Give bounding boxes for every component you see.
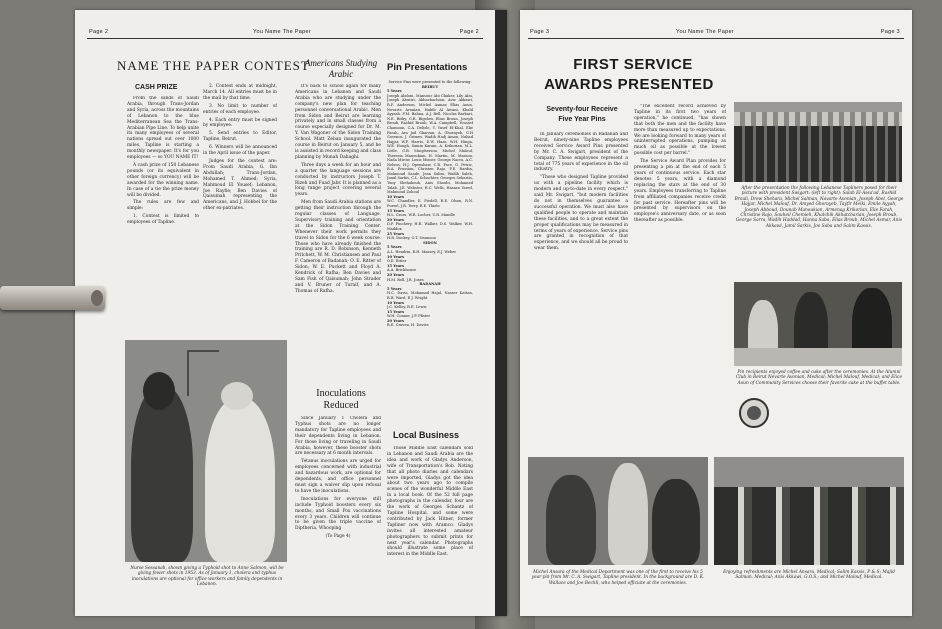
- pin-handover-photo: [528, 457, 708, 565]
- header-rule: [87, 38, 483, 39]
- awards-subhead-line1: Seventy-four Receive: [546, 106, 618, 113]
- pin-y20: 20 Years: [387, 217, 405, 222]
- refreshments-caption: Enjoying refreshments are Michel Ansara, Medical; Salim Kassis, P & S; Majid Salman, Medical; Anis Akkawi, G.O.S.; and Michel Malouf, Medical.: [723, 570, 895, 581]
- pin-presentations-title: Pin Presentations: [387, 62, 468, 73]
- pin-badanah: BADANAH: [419, 282, 441, 287]
- local-text: Those Middle East calendars sold in Lebanon and Saudi Arabia are the idea and work of Gladys Anderson, wife of Transportation's Bob. Noting that all photo diaries and calendars were imported, Gladys got the idea about two years ago to compile scenes of the wonderful Middle East in a local book. Of the 52 full page photographs in the calendar, four are the work of Georges Schantz of Tapline Hospital, and some were contributed by Jack Hitner, former Tapliner now with Aramco. Gladys invites all interested amateur photographers to submit prints for next year's calendar. Photographs should illustrate some place of interest in the Middle East.: [387, 446, 473, 558]
- pin-y10-names: W.C. Chandler, E. Fiedell, R.E. Olson, R.N. Pursel, J.R. Terry, R.E. Thielo: [387, 199, 473, 209]
- prize-text: A cash prize of 150 Lebanese pounds (or its equivalent in other foreign currency) will be awarded for the winning name. In case of a tie the prize money will be divided.: [127, 162, 199, 198]
- nurse-photo-caption: Nurse Sessanah, shown giving a Typhoid shot to Anne Salmon, will be giving fewer shots in 1953. As of January 1, cholera and typhus inoculations are optional for office workers and family dependents in Lebanon.: [130, 566, 284, 588]
- right-page: [520, 10, 912, 616]
- right-page-running-title: You Name The Paper: [676, 29, 734, 35]
- group-photo-caption: After the presentation the following Lebanese Tapliners posed for their picture with president Swigart: (left to right): Salah El-Assa'ad, Rashid Brouli, Drew Shehara, Michel Salman, Navarte Avonian, Joseph Abel, George Hajjar, Michel Malouf, Dr. Amyed Ghorayeb, Tayfir Melki, Emile Ayyah, Joseph Abboud, Dounab Manoukian, Armenag Krikorian, Elie Farah, Christine Rajo, Souheil Chemieh, Khatchik Akhatcharian, Joseph Broub, George Sarra, Wadih Haddad, Hanna Saba, Elias Broub, Michel Asmar, Anis Akkawi, Jamil Sarkis, Joe Saba and Salim Kassis.: [734, 186, 904, 229]
- awards-column-2: [634, 104, 726, 384]
- awards-title-line1: FIRST SERVICE: [573, 56, 693, 73]
- group-figures: [734, 120, 902, 182]
- pin-sidon: SIDON: [423, 240, 437, 245]
- inoculations-title: Inoculations Reduced: [316, 388, 366, 411]
- awards-body-2: "Those who designed Tapline provided us with a pipeline facility which is modern and up-to-date in every respect," said Mr. Swigart, "but modern facilities do not in themselves guarantee a successful operation. We must also have qualified people to operate and maintain these facilities, and to a great extent the proper qualifications may be measured in terms of years of experience. Service pins are granted in recognition of that experience, and we should all be proud to wear them.: [534, 175, 628, 252]
- pin-s20: 20 Years: [387, 272, 405, 277]
- inoc-text-3: Inoculations for everyone still include Typhoid boosters every six months, and Small Pox vaccinations every 3 years. Children will continue to be given the triple vaccine of Diptheria, Whooping: [295, 496, 381, 532]
- left-page-number-right: Page 2: [459, 29, 479, 35]
- arabic-text-2: Three days a week for an hour and a quarter the language sessions are conducted by instructors Joseph T. Rizeh and Fuad Jabr. It is planned as a long range project covering several years.: [295, 162, 381, 198]
- pin-s15: 15 Years: [387, 263, 405, 268]
- left-page: [75, 10, 507, 616]
- pin-s20-names: H.M. Bell, J.R. Jones: [387, 277, 424, 282]
- handover-figure-3: [652, 479, 700, 565]
- pin-y15: 15 Years: [387, 208, 405, 213]
- rule-6: 6. Winners will be announced in the April issue of the paper.: [203, 145, 277, 157]
- refreshments-photo: [714, 457, 904, 565]
- awards-title-line2: AWARDS PRESENTED: [544, 76, 714, 93]
- patient-head: [143, 372, 175, 410]
- awards-subhead-line2: Five Year Pins: [558, 116, 606, 123]
- nurse-head: [221, 382, 253, 410]
- rule-2: 2. Contest ends at midnight, March 14. All entries must be in the mail by that time.: [203, 84, 277, 101]
- rule-5: 5. Send entries to Editor, Tapline, Beirut.: [203, 131, 277, 143]
- left-page-running-title: You Name The Paper: [253, 29, 311, 35]
- handover-figure-2: [608, 463, 648, 565]
- right-page-number: Page 3: [880, 29, 900, 35]
- pin-s15-names: A.A. Brickhouse: [387, 268, 417, 273]
- contest-column-2: [203, 82, 277, 292]
- contest-title: NAME THE PAPER CONTEST: [117, 58, 310, 73]
- buffet-photo-caption: Pin recipients enjoyed coffee and cake after the ceremonies. At the Alumni Club in Beirut Nevarte Avonian, Medical; Michel Malouf, Medical; and Elice Aoun of Community Services choose their favorite cake at the buffet table.: [736, 370, 902, 386]
- contest-column-1: [127, 96, 199, 296]
- pin-y20-names: D.P. Finchery, H.R. Walker, D.S. Walker, W.H. Maddox: [387, 222, 473, 231]
- inoculations-article: [295, 416, 381, 596]
- pin-y5: 5 Years: [387, 89, 402, 94]
- tapline-seal-emblem: [739, 398, 769, 428]
- arabic-title: Americans Studying Arabic: [304, 58, 378, 79]
- medical-stand: [187, 350, 219, 396]
- pin-b20-names: B.E. Craven, H. Davies: [387, 323, 429, 328]
- pin-b15-names: W.H. Conner, J.P. Pfister: [387, 314, 431, 319]
- pin-b15: 15 Years: [387, 309, 405, 314]
- pin-b5-names: H.C. Davis, Mohamad Hajal, Nasser Kattan, R.B. Ward, E.J. Wright: [387, 291, 473, 300]
- pin-s10-names: O.E. Ritter: [387, 259, 407, 264]
- pin-intro: Service Pins were presented to the following:: [388, 80, 472, 84]
- local-business-title: Local Business: [393, 430, 460, 440]
- group-faces: [734, 112, 902, 126]
- refreshments-figures: [714, 487, 904, 565]
- pin-y25-names: H.R. Dockey, O.T. Swanson: [387, 236, 436, 241]
- arabic-text-1: It's back to school again for many Americans in Lebanon and Saudi Arabia who are studying under the company's new plan for teaching personnel conversational Arabic. Men from Sidon and Beirut are learning privately and in small classes from a course especially designed for Dr. M. Y. Van Wagoner of the Sidon Training School. Matt Zeban inaugurated the course in Beirut on January 5, and he is assisted in record keeping and class planning by Munah Dahaghi.: [295, 84, 381, 160]
- handover-figure-1: [546, 475, 596, 565]
- pin-y25: 25 Years: [387, 231, 405, 236]
- pin-b20: 20 Years: [387, 318, 405, 323]
- inoc-text-2: Tetanus inoculations are urged for employees concerned with industrial and hazardous work, are optional for dependents, and office personnel must sign a waiver slip upon refusal to have the inoculations.: [295, 459, 381, 494]
- left-page-number: Page 2: [89, 29, 109, 35]
- pin-b10-names: J.C. Kelley, R.E. Lewis: [387, 305, 427, 310]
- pin-s10: 10 Years: [387, 254, 405, 259]
- inoc-text-1: Since January 1 Cholera and Typhus shots are no longer mandatory for Tapline employees and their dependents living in Lebanon. For those living or traveling in Saudi Arabia, however, these booster shots are necessary at 6 month intervals.: [295, 416, 381, 457]
- pin-b10: 10 Years: [387, 300, 405, 305]
- arabic-article: [295, 84, 381, 344]
- nurse-figure: [205, 398, 275, 562]
- cash-prize-heading: CASH PRIZE: [135, 84, 178, 91]
- rule-3: 3. No limit to number of entries of each employee.: [203, 103, 277, 115]
- pin-s5: 5 Years: [387, 245, 402, 250]
- pin-beirut: BEIRUT: [421, 84, 439, 89]
- binder-clip: [0, 286, 105, 310]
- header-rule-right: [528, 38, 904, 39]
- local-business-article: [387, 446, 473, 606]
- inoc-continued: (To Page 4): [325, 534, 351, 540]
- awards-body-1: In January ceremonies in Badanah and Beirut, ninety-nine Tapline employees received Service Award Pins presented by Mr. C. A. Swigart, president of the Company. These employees represent a total of 775 years of experience in the oil industry.: [534, 132, 628, 173]
- nurse-photo: [125, 340, 287, 562]
- rule-1: 1. Contest is limited to employees of Tapline.: [127, 214, 199, 226]
- rule-4: 4. Each entry must be signed by employee.: [203, 117, 277, 129]
- pin-y15-names: H.L. Cross, W.R. Locher, U.R. Mandle: [387, 213, 455, 218]
- awards-column-1: [534, 132, 628, 422]
- buffet-photo: [734, 282, 902, 366]
- pin-handover-caption: Michel Ansara of the Medical Department was one of the first to receive his 5 year pin from Mr. C. A. Swigart, Tapline president. In the background are D. K. Wallace and Joe Bechli, who helped officiate at the ceremonies.: [531, 570, 705, 586]
- buffet-table: [734, 348, 902, 366]
- group-photo: [734, 102, 902, 182]
- rules-intro: The rules are few and simple:: [127, 200, 199, 212]
- pin-y5-names: Joseph Abdoni, Mansour Abi Chaker, Lily Abu, Joseph Abutiri, Akhachachian, Avie Akkawi, R.F. Anderson, Michel Asmar, Elias Aoun, Nevarte Avonian, Habib Al Awani, Khalil Ayyash, F.M. Bahna, A.J. Bell, Nicolas Barbari, N.E. Bitby, G.R. Bigelow, Elias Broun, Joseph Broub, Rashid Brouli, W.A. Campbell, Youssef Chamoun, C.A. Delisle, Y. Yusef El-Khal, Elie Farah, Ara Jad Gharzan, A. Ghorayeb, G.H Gosenos, J. Grimes, Wadih Hadj Aman, Nuhad Hajjar, W.F. Harris, D.W. Haas, W.H. Hinga, W.E. Hough, Samia Karam, A. Krikorian, M.L. Little, G.B. Macpherson, Michel Malouf, Theresia Manoukian, H. Martin, M. Masson, Nada Mirow, Louis Misner, George Nacra, A.C. Nelson, H.J. Openshaw, C.R. Pace, G. Petric, R.A. Prussian, Christen Rajo, F.E. Rardin, Mahmoud Saade, Jean Salim, Wadih Saleh, Jamil Sarkis, C.L. Schachter, Georges Sebastis, Tony Shehaboub, Anis Shoubi, Mohamed Talab, J.E. Webster, H.C. Wells, Hassan Yared, Mahmoud Zohoul: [387, 93, 473, 195]
- patient-figure: [131, 386, 193, 562]
- pin-b5: 5 Years: [387, 286, 402, 291]
- pin-s5-names: A.L. Hendrix, R.H. Massey, E.J. Weber: [387, 249, 457, 254]
- arabic-text-3: Men from Saudi Arabia stations are getting their instruction through the regular classes of Language. Supervisory training and orientation at the Sidon Training Center. Whenever their work permits they travel to Sidon for the 6 week course. Those who have already finished the training are R. D. Robinson, Kenneth Pritchett, W. M. Christiansen and Paul F. Cameron of Badanah; O. E. Ritter of Sidon; W. E. Puckett and Floyd A. Kendrick of Rafha; Ben Davies and Sam Fish of Qaisumah; John Strader and V. Bruner of Turaif, and A. Thomas of Rafha.: [295, 200, 381, 294]
- awards-body-4: The Service Award Plan provides for presenting a pin at the end of each 5 years of continuous service. Each star denotes 5 years, with a diamond replacing the stars at the end of 30 years. Employees transferring to Tapline from affiliated companies receive credit for past service. Hereafter pins will be presented by supervisors on the employee's anniversary date, or as soon thereafter as possible.: [634, 159, 726, 224]
- awards-body-3: "The excellent record achieved by Tapline in its first two years of operation," he continued, "has shown that both the men and the facility have more than measured up to expectations. We are looking forward to many years of uninterrupted operations, pumping as much oil as possible at the lowest possible cost per barrel.": [634, 104, 726, 157]
- pin-y10: 10 Years: [387, 194, 405, 199]
- judges-text: Judges for the contest are: From Saudi Arabia, G. Ibn Abdullah; Trans-Jordan, Mohamed T. Ahmed; Syria, Mahmoud El Yousef; Lebanon, Joe Rayfie; Ben Davies of Qaisumah representing the Americans, and J. Hobbel for the other ex-patriates.: [203, 158, 277, 212]
- pin-list: [387, 80, 473, 425]
- cash-prize-text: From the sands of Saudi Arabia, through Trans-Jordan and Syria, across the mountains of Lebanon to the blue Mediterranean Sea the Trans-Arabian Pipe Line. To help unite its many employees of several nations spread out over 1000 miles, Tapline is starting a monthly newspaper. It's for you employees — so YOU NAME IT!: [127, 96, 199, 161]
- right-page-number-left: Page 3: [530, 29, 550, 35]
